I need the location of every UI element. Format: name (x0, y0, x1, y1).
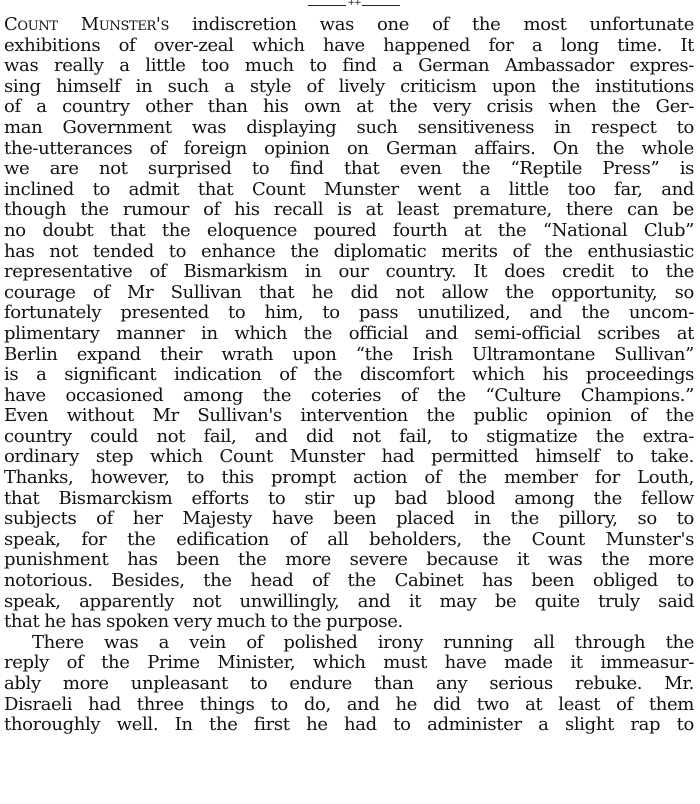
article-line: of a country other than his own at the very crisis when the Ger- (4, 97, 694, 118)
article-line: inclined to admit that Count Munster went a little too far, and (4, 179, 694, 200)
article-line-text: indiscretion was one of the most unfortunate (169, 15, 694, 35)
paragraph-line: ably more unpleasant to endure than any serious rebuke. Mr. (4, 674, 694, 694)
article-body (4, 15, 694, 736)
article-line: Berlin expand their wrath upon “the Irish Ultramontane Sullivan” (4, 344, 694, 365)
article-line: notorious. Besides, the head of the Cabinet has been obliged to (4, 571, 694, 592)
article-line: was really a little too much to find a German Ambassador expres- (4, 56, 694, 77)
article-line (4, 15, 694, 36)
article-line: plimentary manner in which the official and semi-official scribes at (4, 323, 694, 344)
article-line: representative of Bismarkism in our country. It does credit to the (4, 262, 694, 283)
article-line: we are not surprised to find that even the “Reptile Press” is (4, 159, 694, 180)
section-separator (308, 0, 400, 9)
article-line: have occasioned among the coteries of the “Culture Champions.” (4, 385, 694, 406)
article-line: fortunately presented to him, to pass unutilized, and the uncom- (4, 303, 694, 324)
article-line: exhibitions of over-zeal which have happened for a long time. It (4, 35, 694, 56)
article-line: subjects of her Majesty have been placed in the pillory, so to (4, 509, 694, 530)
paragraph-line: There was a vein of polished irony running all through the (32, 632, 694, 653)
opening-name: Count Munster's (4, 15, 170, 35)
article-line: that he has spoken very much to the purpose. (4, 612, 403, 633)
paragraph-line: Disraeli had three things to do, and he did two at least of them (4, 694, 694, 715)
article-line: speak, apparently not unwillingly, and it may be quite truly said (4, 591, 694, 612)
paragraph-line: reply of the Prime Minister, which must have made it immeasur- (4, 653, 694, 674)
article-line: man Government was displaying such sensitiveness in respect to (4, 117, 694, 138)
article-line: courage of Mr Sullivan that he did not allow the opportunity, so (4, 282, 694, 303)
article-line: Even without Mr Sullivan's intervention the public opinion of the (4, 406, 694, 427)
article-line: is a significant indication of the discomfort which his proceedings (4, 365, 694, 386)
article-line: ordinary step which Count Munster had permitted himself to take. (4, 447, 694, 468)
paragraph-line: thoroughly well. In the first he had to administer a slight rap to (4, 715, 694, 736)
article-line: no doubt that the eloquence poured fourth at the “National Club” (4, 220, 694, 241)
article-line: country could not fail, and did not fail, to stigmatize the extra- (4, 426, 694, 447)
article-line: punishment has been the more severe because it was the more (4, 550, 694, 571)
article-line: has not tended to enhance the diplomatic merits of the enthusiastic (4, 241, 694, 262)
article-line: Thanks, however, to this prompt action of the member for Louth, (4, 468, 694, 489)
article-line: sing himself in such a style of lively criticism upon the institutions (4, 76, 694, 97)
article-line: the-utterances of foreign opinion on German affairs. On the whole (4, 138, 694, 159)
article-line: that Bismarckism efforts to stir up bad blood among the fellow (4, 488, 694, 509)
separator-ornament: ++ (346, 0, 362, 9)
article-line: speak, for the edification of all beholders, the Count Munster's (4, 529, 694, 550)
article-line: though the rumour of his recall is at least premature, there can be (4, 200, 694, 221)
